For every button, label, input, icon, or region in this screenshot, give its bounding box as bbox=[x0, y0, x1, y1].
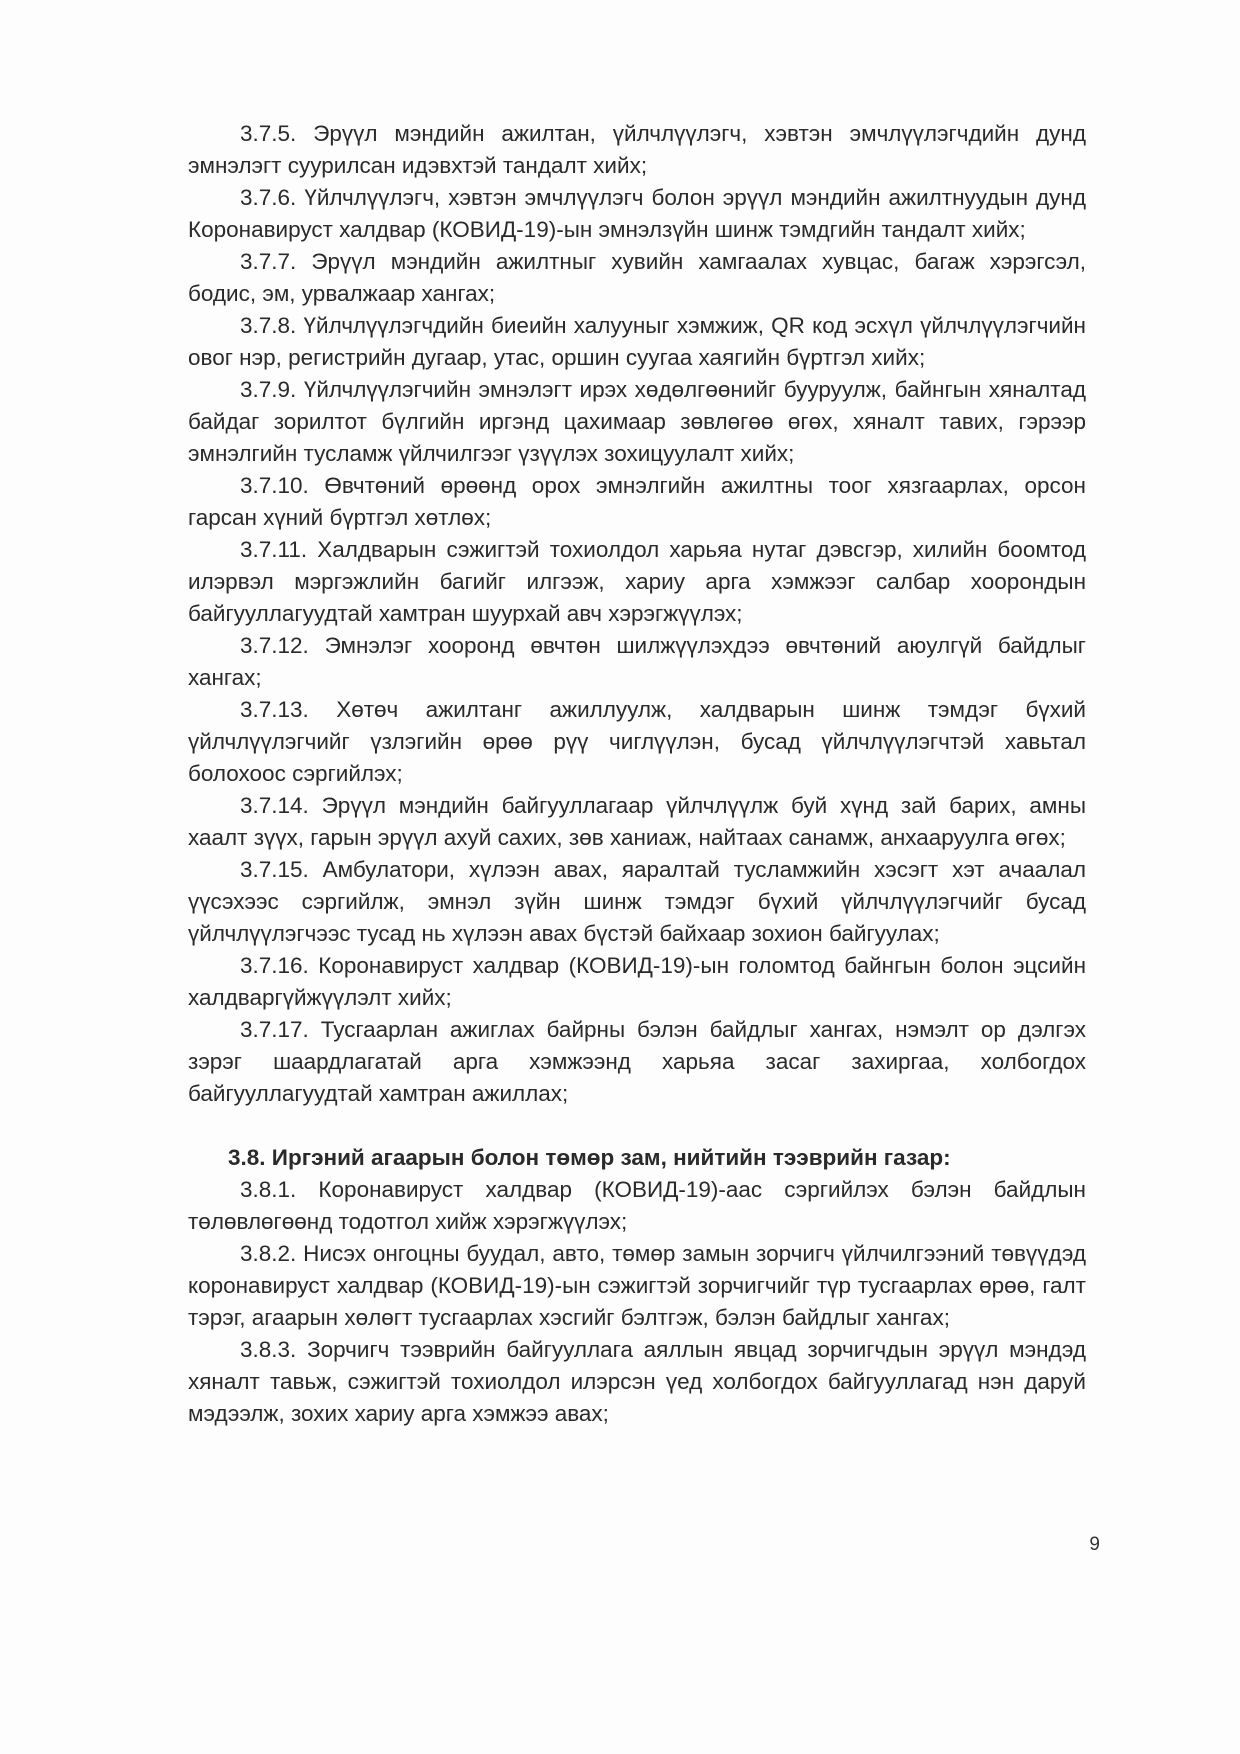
section-heading-3-8: 3.8. Иргэний агаарын болон төмөр зам, нийтийн тээврийн газар: bbox=[228, 1145, 951, 1170]
paragraph-3-7-11: 3.7.11. Халдварын сэжигтэй тохиолдол харьяа нутаг дэвсгэр, хилийн боомтод илэрвэл мэргэжлийн багийг илгээж, хариу арга хэмжээг салбар хоорондын байгууллагуудтай хамтран шуурхай авч хэрэгжүүлэх; bbox=[188, 537, 1086, 626]
paragraph-3-7-16: 3.7.16. Коронавируст халдвар (КОВИД-19)-ын голомтод байнгын болон эцсийн халдваргүйжүүлэлт хийх; bbox=[188, 953, 1086, 1010]
paragraph-3-8-2: 3.8.2. Нисэх онгоцны буудал, авто, төмөр замын зорчигч үйлчилгээний төвүүдэд коронавируст халдвар (КОВИД-19)-ын сэжигтэй зорчигчийг түр тусгаарлах өрөө, галт тэрэг, агаарын хөлөгт тусгаарлах хэсгийг бэлтгэж, бэлэн байдлыг хангах; bbox=[188, 1241, 1086, 1330]
paragraph-3-8-1: 3.8.1. Коронавируст халдвар (КОВИД-19)-аас сэргийлэх бэлэн байдлын төлөвлөгөөнд тодотгол хийж хэрэгжүүлэх; bbox=[188, 1177, 1086, 1234]
paragraph-3-7-10: 3.7.10. Өвчтөний өрөөнд орох эмнэлгийн ажилтны тоог хязгаарлах, орсон гарсан хүний бүртгэл хөтлөх; bbox=[188, 473, 1086, 530]
paragraph-3-7-7: 3.7.7. Эрүүл мэндийн ажилтныг хувийн хамгаалах хувцас, багаж хэрэгсэл, бодис, эм, урвалжаар хангах; bbox=[188, 249, 1086, 306]
page-body bbox=[188, 118, 1086, 1430]
paragraph-3-8-3: 3.8.3. Зорчигч тээврийн байгууллага аяллын явцад зорчигчдын эрүүл мэндэд хяналт тавьж, сэжигтэй тохиолдол илэрсэн үед холбогдох байгууллагад нэн даруй мэдээлж, зохих хариу арга хэмжээ авах; bbox=[188, 1337, 1086, 1426]
paragraph-3-7-13: 3.7.13. Хөтөч ажилтанг ажиллуулж, халдварын шинж тэмдэг бүхий үйлчлүүлэгчийг үзлэгийн өрөө рүү чиглүүлэн, бусад үйлчлүүлэгчтэй хавьтал болохоос сэргийлэх; bbox=[188, 697, 1086, 786]
paragraph-3-7-6: 3.7.6. Үйлчлүүлэгч, хэвтэн эмчлүүлэгч болон эрүүл мэндийн ажилтнуудын дунд Коронавируст халдвар (КОВИД-19)-ын эмнэлзүйн шинж тэмдгийн тандалт хийх; bbox=[188, 185, 1086, 242]
paragraph-3-7-14: 3.7.14. Эрүүл мэндийн байгууллагаар үйлчлүүлж буй хүнд зай барих, амны хаалт зүүх, гарын эрүүл ахуй сахих, зөв ханиаж, найтаах санамж, анхааруулга өгөх; bbox=[188, 793, 1086, 850]
paragraph-3-7-9: 3.7.9. Үйлчлүүлэгчийн эмнэлэгт ирэх хөдөлгөөнийг бууруулж, байнгын хяналтад байдаг зорилтот бүлгийн иргэнд цахимаар зөвлөгөө өгөх, хяналт тавих, гэрээр эмнэлгийн тусламж үйлчилгээг үзүүлэх зохицуулалт хийх; bbox=[188, 377, 1086, 466]
paragraph-3-7-17: 3.7.17. Тусгаарлан ажиглах байрны бэлэн байдлыг хангах, нэмэлт ор дэлгэх зэрэг шаардлагатай арга хэмжээнд харьяа засаг захиргаа, холбогдох байгууллагуудтай хамтран ажиллах; bbox=[188, 1017, 1086, 1106]
paragraph-3-7-12: 3.7.12. Эмнэлэг хооронд өвчтөн шилжүүлэхдээ өвчтөний аюулгүй байдлыг хангах; bbox=[188, 633, 1086, 690]
section-spacer bbox=[188, 1110, 1086, 1142]
page-number: 9 bbox=[1089, 1534, 1100, 1555]
paragraph-3-7-5: 3.7.5. Эрүүл мэндийн ажилтан, үйлчлүүлэгч, хэвтэн эмчлүүлэгчдийн дунд эмнэлэгт суурилсан идэвхтэй тандалт хийх; bbox=[188, 121, 1086, 178]
paragraph-3-7-15: 3.7.15. Амбулатори, хүлээн авах, яаралтай тусламжийн хэсэгт хэт ачаалал үүсэхээс сэргийлж, эмнэл зүйн шинж тэмдэг бүхий үйлчлүүлэгчийг бусад үйлчлүүлэгчээс тусад нь хүлээн авах бүстэй байхаар зохион байгуулах; bbox=[188, 857, 1086, 946]
paragraph-3-7-8: 3.7.8. Үйлчлүүлэгчдийн биеийн халууныг хэмжиж, QR код эсхүл үйлчлүүлэгчийн овог нэр, регистрийн дугаар, утас, оршин суугаа хаягийн бүртгэл хийх; bbox=[188, 313, 1086, 370]
